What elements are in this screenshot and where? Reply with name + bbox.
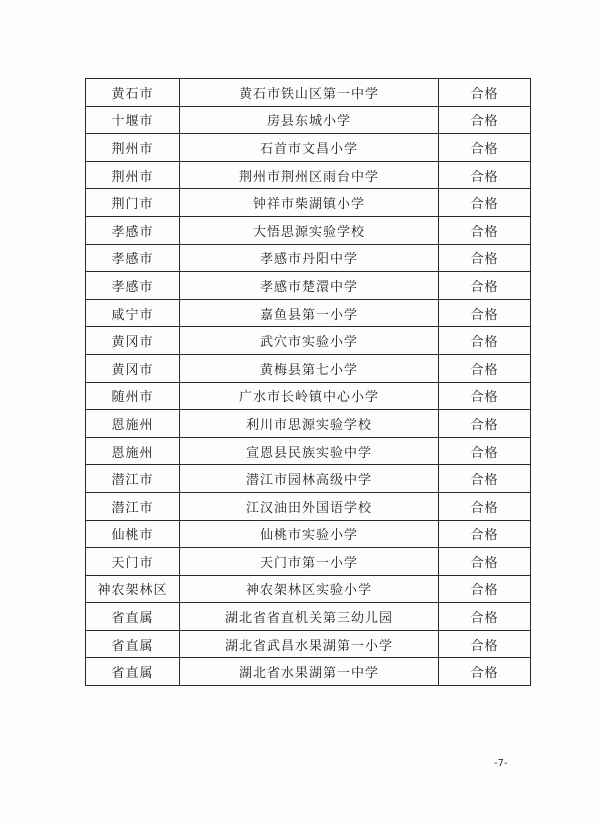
city-cell: 荆州市 bbox=[86, 134, 180, 162]
table-row bbox=[86, 272, 531, 300]
city-cell: 咸宁市 bbox=[86, 299, 180, 327]
result-cell: 合格 bbox=[439, 465, 531, 493]
school-cell: 江汉油田外国语学校 bbox=[180, 492, 439, 520]
city-cell: 省直属 bbox=[86, 603, 180, 631]
result-cell: 合格 bbox=[439, 244, 531, 272]
table-row bbox=[86, 79, 531, 107]
school-cell: 大悟思源实验学校 bbox=[180, 216, 439, 244]
school-cell: 利川市思源实验学校 bbox=[180, 410, 439, 438]
city-cell: 黄冈市 bbox=[86, 354, 180, 382]
result-cell: 合格 bbox=[439, 272, 531, 300]
city-cell: 神农架林区 bbox=[86, 575, 180, 603]
table-row bbox=[86, 244, 531, 272]
result-cell: 合格 bbox=[439, 492, 531, 520]
table-row bbox=[86, 410, 531, 438]
result-cell: 合格 bbox=[439, 79, 531, 107]
city-cell: 荆州市 bbox=[86, 161, 180, 189]
result-cell: 合格 bbox=[439, 548, 531, 576]
results-table-body bbox=[86, 79, 531, 686]
table-row bbox=[86, 548, 531, 576]
school-cell: 仙桃市实验小学 bbox=[180, 520, 439, 548]
result-cell: 合格 bbox=[439, 299, 531, 327]
table-row bbox=[86, 327, 531, 355]
city-cell: 潜江市 bbox=[86, 492, 180, 520]
table-row bbox=[86, 134, 531, 162]
school-cell: 孝感市丹阳中学 bbox=[180, 244, 439, 272]
result-cell: 合格 bbox=[439, 327, 531, 355]
result-cell: 合格 bbox=[439, 575, 531, 603]
city-cell: 孝感市 bbox=[86, 216, 180, 244]
result-cell: 合格 bbox=[439, 382, 531, 410]
result-cell: 合格 bbox=[439, 134, 531, 162]
city-cell: 黄冈市 bbox=[86, 327, 180, 355]
city-cell: 潜江市 bbox=[86, 465, 180, 493]
school-cell: 荆州市荆州区雨台中学 bbox=[180, 161, 439, 189]
result-cell: 合格 bbox=[439, 161, 531, 189]
city-cell: 恩施州 bbox=[86, 410, 180, 438]
city-cell: 天门市 bbox=[86, 548, 180, 576]
table-row bbox=[86, 189, 531, 217]
result-cell: 合格 bbox=[439, 410, 531, 438]
school-cell: 孝感市楚澴中学 bbox=[180, 272, 439, 300]
school-cell: 神农架林区实验小学 bbox=[180, 575, 439, 603]
result-cell: 合格 bbox=[439, 106, 531, 134]
school-cell: 湖北省省直机关第三幼儿园 bbox=[180, 603, 439, 631]
school-cell: 钟祥市柴湖镇小学 bbox=[180, 189, 439, 217]
school-cell: 天门市第一小学 bbox=[180, 548, 439, 576]
table-row bbox=[86, 658, 531, 686]
table-row bbox=[86, 492, 531, 520]
city-cell: 仙桃市 bbox=[86, 520, 180, 548]
table-row bbox=[86, 465, 531, 493]
school-cell: 广水市长岭镇中心小学 bbox=[180, 382, 439, 410]
school-cell: 湖北省武昌水果湖第一小学 bbox=[180, 630, 439, 658]
table-row bbox=[86, 630, 531, 658]
page-number: -7- bbox=[494, 758, 508, 769]
school-cell: 潜江市园林高级中学 bbox=[180, 465, 439, 493]
city-cell: 随州市 bbox=[86, 382, 180, 410]
city-cell: 恩施州 bbox=[86, 437, 180, 465]
table-row bbox=[86, 106, 531, 134]
table-row bbox=[86, 437, 531, 465]
city-cell: 省直属 bbox=[86, 630, 180, 658]
result-cell: 合格 bbox=[439, 354, 531, 382]
city-cell: 黄石市 bbox=[86, 79, 180, 107]
result-cell: 合格 bbox=[439, 520, 531, 548]
school-cell: 武穴市实验小学 bbox=[180, 327, 439, 355]
school-cell: 宣恩县民族实验中学 bbox=[180, 437, 439, 465]
result-cell: 合格 bbox=[439, 437, 531, 465]
table-row bbox=[86, 603, 531, 631]
city-cell: 十堰市 bbox=[86, 106, 180, 134]
table-row bbox=[86, 216, 531, 244]
school-cell: 黄梅县第七小学 bbox=[180, 354, 439, 382]
table-row bbox=[86, 520, 531, 548]
table-row bbox=[86, 382, 531, 410]
table-row bbox=[86, 161, 531, 189]
results-table bbox=[85, 78, 531, 686]
city-cell: 孝感市 bbox=[86, 272, 180, 300]
result-cell: 合格 bbox=[439, 603, 531, 631]
school-cell: 黄石市铁山区第一中学 bbox=[180, 79, 439, 107]
city-cell: 荆门市 bbox=[86, 189, 180, 217]
result-cell: 合格 bbox=[439, 216, 531, 244]
city-cell: 省直属 bbox=[86, 658, 180, 686]
result-cell: 合格 bbox=[439, 658, 531, 686]
school-cell: 石首市文昌小学 bbox=[180, 134, 439, 162]
result-cell: 合格 bbox=[439, 189, 531, 217]
city-cell: 孝感市 bbox=[86, 244, 180, 272]
table-row bbox=[86, 575, 531, 603]
school-cell: 嘉鱼县第一小学 bbox=[180, 299, 439, 327]
school-cell: 湖北省水果湖第一中学 bbox=[180, 658, 439, 686]
school-cell: 房县东城小学 bbox=[180, 106, 439, 134]
table-row bbox=[86, 299, 531, 327]
result-cell: 合格 bbox=[439, 630, 531, 658]
table-row bbox=[86, 354, 531, 382]
